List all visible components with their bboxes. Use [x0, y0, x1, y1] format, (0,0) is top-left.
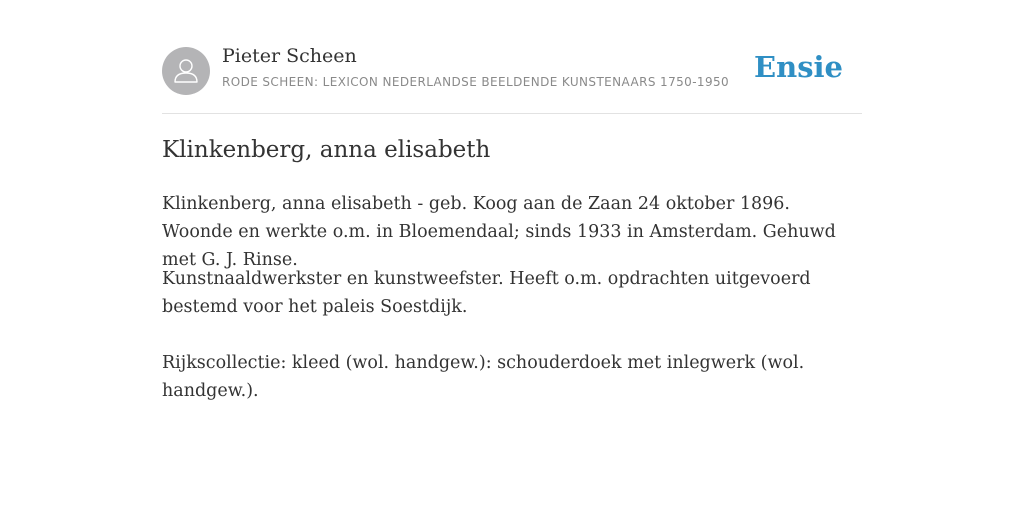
entry-paragraph: Klinkenberg, anna elisabeth - geb. Koog aan de Zaan 24 oktober 1896. Woonde en werkte o.m. in Bloemendaal; sinds 1933 in Amsterdam. Gehuwd met G. J. Rinse. [162, 194, 836, 270]
source-title[interactable]: RODE SCHEEN: LEXICON NEDERLANDSE BEELDENDE KUNSTENAARS 1750-1950 [222, 75, 730, 89]
entry-header [162, 0, 862, 114]
ensie-logo[interactable]: Ensie [754, 50, 843, 84]
author-name[interactable]: Pieter Scheen [222, 45, 357, 67]
entry-title: Klinkenberg, anna elisabeth [162, 137, 491, 163]
entry-paragraph: Kunstnaaldwerkster en kunstweefster. Heeft o.m. opdrachten uitgevoerd bestemd voor het paleis Soestdijk. [162, 269, 811, 317]
entry-card [162, 0, 862, 401]
user-avatar-icon[interactable] [162, 47, 210, 95]
entry-paragraph: Rijkscollectie: kleed (wol. handgew.): schouderdoek met inlegwerk (wol. handgew.). [162, 353, 805, 401]
user-silhouette-icon [162, 47, 210, 95]
